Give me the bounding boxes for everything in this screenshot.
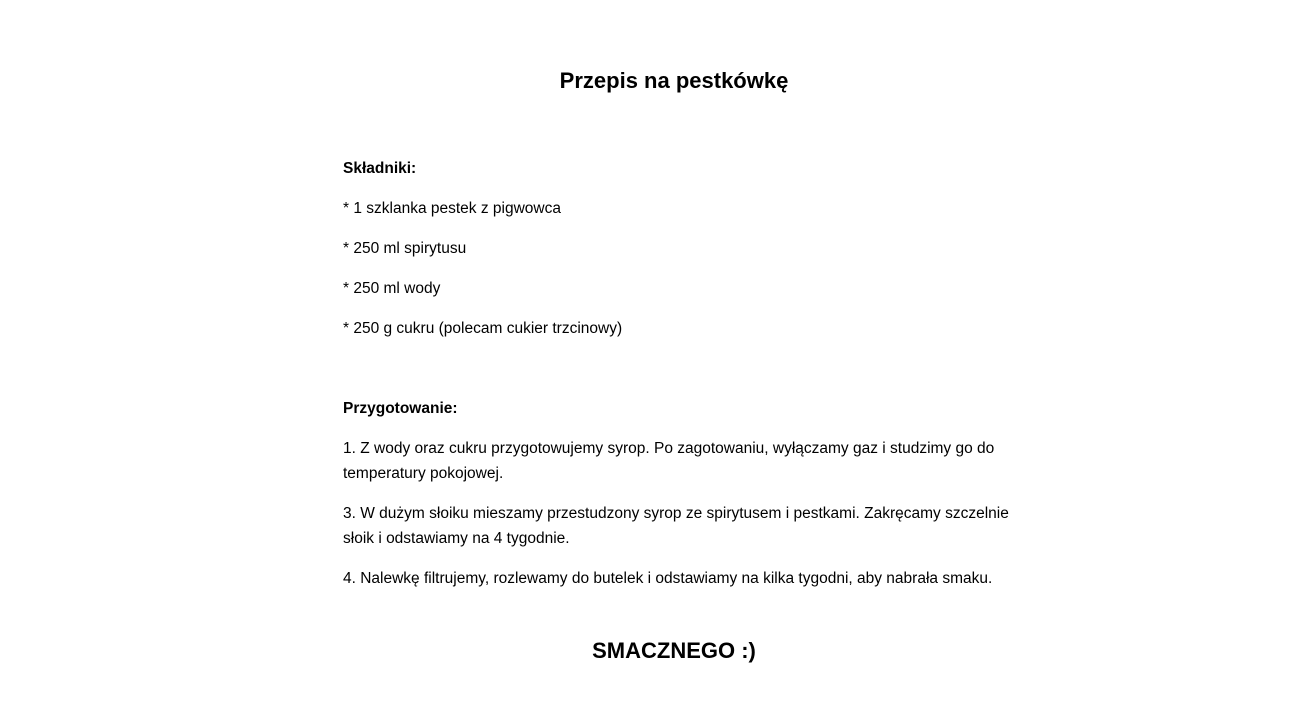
recipe-content [343,156,1013,606]
ingredient-item: * 250 ml spirytusu [343,240,467,257]
preparation-heading: Przygotowanie: [343,400,458,417]
ingredient-item: * 1 szklanka pestek z pigwowca [343,200,561,217]
ingredients-list [343,196,1013,341]
recipe-title: Przepis na pestkówkę [559,68,789,93]
ingredient-item: * 250 g cukru (polecam cukier trzcinowy) [343,320,623,337]
ingredient-item: * 250 ml wody [343,280,441,297]
closing-text: SMACZNEGO :) [592,638,756,663]
section-spacer [343,356,1013,396]
ingredients-heading: Składniki: [343,160,417,177]
preparation-step: 4. Nalewkę filtrujemy, rozlewamy do butelek i odstawiamy na kilka tygodni, aby nabrała smaku. [343,570,993,587]
preparation-step: 3. W dużym słoiku mieszamy przestudzony syrop ze spirytusem i pestkami. Zakręcamy szczelnie słoik i odstawiamy na 4 tygodnie. [343,505,1009,547]
preparation-step: 1. Z wody oraz cukru przygotowujemy syrop. Po zagotowaniu, wyłączamy gaz i studzimy go do temperatury pokojowej. [343,440,995,482]
